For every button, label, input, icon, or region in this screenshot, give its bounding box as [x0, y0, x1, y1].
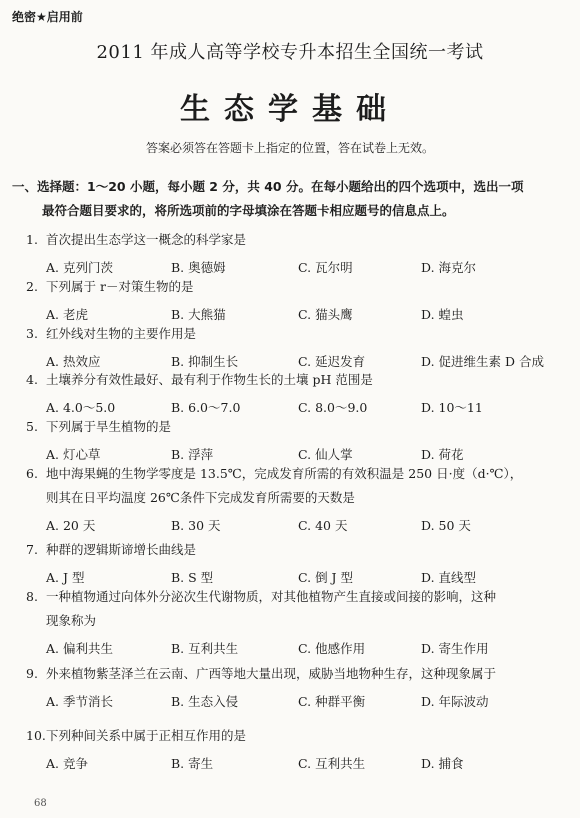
question-1: [26, 228, 562, 282]
question-text: 地中海果蝇的生物学零度是 13.5℃，完成发育所需的有效积温是 250 日·度（d·℃），: [46, 466, 523, 481]
answer-notice: 答案必须答在答题卡上指定的位置，答在试卷上无效。: [145, 141, 434, 155]
option-b: B. 6.0～7.0: [171, 400, 241, 415]
option-c: C. 瓦尔明: [298, 260, 353, 275]
option-d: D. 荷花: [421, 447, 464, 462]
question-text: 种群的逻辑斯谛增长曲线是: [46, 542, 197, 557]
question-stem: [26, 724, 562, 748]
question-stem: [26, 538, 562, 562]
question-number: 3.: [26, 326, 38, 341]
question-text: 下列种间关系中属于正相互作用的是: [46, 728, 247, 743]
subject-title: 生态学基础: [180, 92, 400, 127]
option-a: A. 20 天: [46, 518, 96, 533]
exam-title: 2011 年成人高等学校专升本招生全国统一考试: [96, 42, 484, 63]
options-row: [26, 692, 562, 716]
question-number: 5.: [26, 419, 38, 434]
question-stem: [26, 415, 562, 439]
option-c: C. 延迟发育: [298, 354, 366, 369]
option-c: C. 40 天: [298, 518, 348, 533]
option-c: C. 种群平衡: [298, 694, 366, 709]
question-stem: [26, 368, 562, 392]
option-b: B. 大熊猫: [171, 307, 226, 322]
options-row: [26, 516, 562, 540]
option-d: D. 蝗虫: [421, 307, 464, 322]
question-text: 外来植物紫茎泽兰在云南、广西等地大量出现，威胁当地物种生存，这种现象属于: [46, 666, 497, 681]
question-number: 8.: [26, 589, 38, 604]
question-number: 6.: [26, 466, 38, 481]
question-stem: [26, 275, 562, 299]
question-2: [26, 275, 562, 329]
question-stem: [26, 322, 562, 346]
question-number: 9.: [26, 666, 38, 681]
question-stem: [26, 662, 562, 686]
question-10: [26, 724, 562, 778]
question-9: [26, 662, 562, 716]
question-text: 土壤养分有效性最好、最有利于作物生长的土壤 pH 范围是: [46, 372, 373, 387]
option-c: C. 猫头鹰: [298, 307, 353, 322]
question-stem: [26, 462, 562, 510]
question-stem: [26, 228, 562, 252]
option-a: A. 克列门茨: [46, 260, 113, 275]
question-text: 红外线对生物的主要作用是: [46, 326, 197, 341]
option-d: D. 捕食: [421, 756, 464, 771]
option-b: B. S 型: [171, 570, 214, 585]
option-d: D. 寄生作用: [421, 641, 489, 656]
confidential-label: 绝密★启用前: [12, 10, 83, 24]
section-instructions: [12, 175, 566, 223]
page-number: 68: [34, 798, 47, 809]
option-d: D. 50 天: [421, 518, 471, 533]
option-a: A. 热效应: [46, 354, 101, 369]
question-6: [26, 462, 562, 540]
question-8: [26, 585, 562, 663]
section-line-2: 最符合题目要求的，将所选项前的字母填涂在答题卡相应题号的信息点上。: [42, 203, 455, 218]
question-text: 下列属于旱生植物的是: [46, 419, 172, 434]
option-c: C. 倒 J 型: [298, 570, 354, 585]
option-b: B. 寄生: [171, 756, 214, 771]
option-a: A. 竞争: [46, 756, 88, 771]
question-number: 7.: [26, 542, 38, 557]
question-5: [26, 415, 562, 469]
option-a: A. 偏利共生: [46, 641, 113, 656]
option-d: D. 海克尔: [421, 260, 477, 275]
option-c: C. 仙人掌: [298, 447, 353, 462]
options-row: [26, 639, 562, 663]
option-c: C. 互利共生: [298, 756, 366, 771]
question-text: 首次提出生态学这一概念的科学家是: [46, 232, 247, 247]
question-text-continued: 则其在日平均温度 26℃条件下完成发育所需要的天数是: [46, 490, 355, 505]
question-stem: [26, 585, 562, 633]
option-b: B. 30 天: [171, 518, 221, 533]
option-d: D. 直线型: [421, 570, 477, 585]
question-text: 一种植物通过向体外分泌次生代谢物质，对其他植物产生直接或间接的影响，这种: [46, 589, 497, 604]
option-b: B. 浮萍: [171, 447, 214, 462]
question-4: [26, 368, 562, 422]
option-a: A. 灯心草: [46, 447, 101, 462]
option-b: B. 互利共生: [171, 641, 239, 656]
question-number: 1.: [26, 232, 38, 247]
question-number: 2.: [26, 279, 38, 294]
option-a: A. 4.0～5.0: [46, 400, 116, 415]
question-7: [26, 538, 562, 592]
question-text: 下列属于 r－对策生物的是: [46, 279, 194, 294]
option-a: A. J 型: [46, 570, 85, 585]
options-row: [26, 754, 562, 778]
option-b: B. 生态入侵: [171, 694, 239, 709]
question-number: 4.: [26, 372, 38, 387]
question-text-continued: 现象称为: [46, 613, 97, 628]
option-a: A. 老虎: [46, 307, 88, 322]
option-b: B. 抑制生长: [171, 354, 239, 369]
option-d: D. 10～11: [421, 400, 483, 415]
option-d: D. 年际波动: [421, 694, 489, 709]
option-a: A. 季节消长: [46, 694, 113, 709]
option-b: B. 奥德姆: [171, 260, 226, 275]
option-d: D. 促进维生素 D 合成: [421, 354, 544, 369]
section-line-1: 一、选择题：1～20 小题，每小题 2 分，共 40 分。在每小题给出的四个选项中，选出一项: [12, 179, 524, 194]
option-c: C. 8.0～9.0: [298, 400, 368, 415]
question-number: 10.: [26, 728, 46, 743]
option-c: C. 他感作用: [298, 641, 366, 656]
